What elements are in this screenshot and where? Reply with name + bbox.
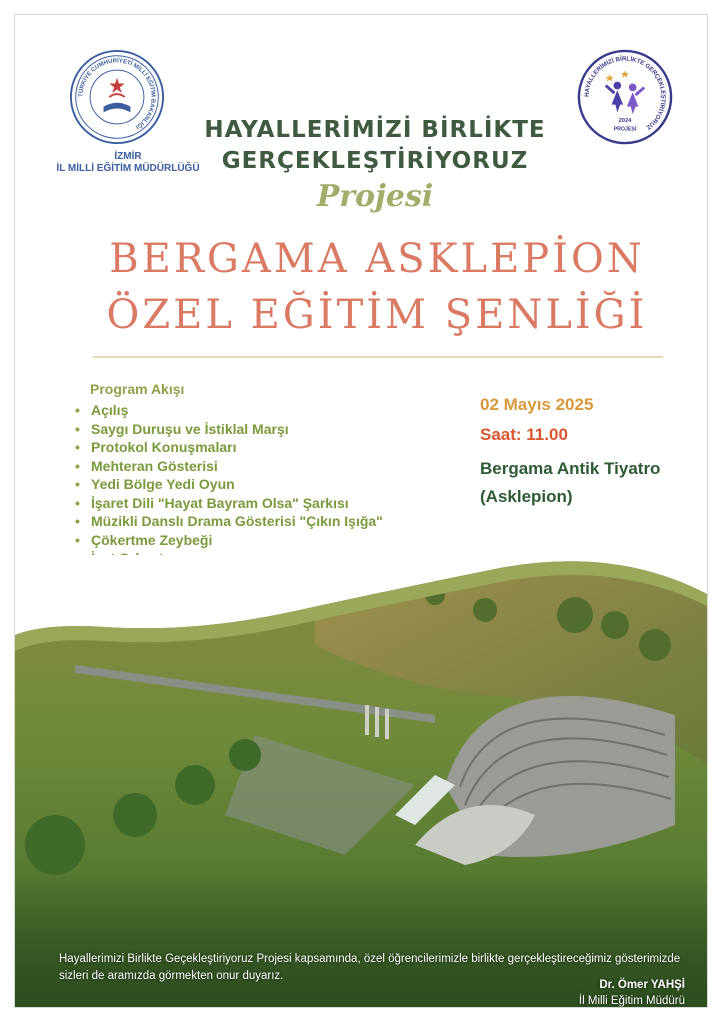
project-title-line2: GERÇEKLEŞTİRİYORUZ — [221, 148, 529, 174]
divider — [93, 356, 663, 358]
event-venue — [480, 455, 660, 511]
program-item: • Çökertme Zeybeği — [73, 531, 383, 550]
program-item: • Yedi Bölge Yedi Oyun — [73, 475, 383, 494]
caption-directorate: İL MİLLİ EĞİTİM MÜDÜRLÜĞÜ — [56, 163, 200, 174]
project-title-line1: HAYALLERİMİZİ BİRLİKTE — [204, 117, 546, 143]
svg-text:HAYALLERİMİZİ BİRLİKTE GERÇEKL: HAYALLERİMİZİ BİRLİKTE GERÇEKLEŞTİRİYORUZ — [583, 55, 667, 131]
program-item: • İşaret Dili "Hayat Bayram Olsa" Şarkısı — [73, 494, 383, 513]
program-title: Program Akışı — [90, 381, 185, 397]
project-emblem-logo — [577, 49, 673, 145]
caption-city: İZMİR — [114, 151, 142, 162]
signer-role: İl Milli Eğitim Müdürü — [578, 995, 685, 1007]
venue-name: Bergama Antik Tiyatro — [480, 459, 661, 478]
program-item: • Müzikli Danslı Drama Gösterisi "Çıkın Işığa" — [73, 512, 383, 531]
event-headline-line1: BERGAMA ASKLEPİON — [109, 236, 645, 282]
project-title — [165, 115, 585, 177]
svg-text:TÜRKİYE CUMHURİYETİ MİLLİ EĞİT: TÜRKİYE CUMHURİYETİ MİLLİ EĞİTİM BAKANLIĞI — [78, 58, 156, 130]
signer-name: Dr. Ömer YAHŞİ — [599, 979, 685, 991]
venue-sub: (Asklepion) — [480, 487, 573, 506]
program-item: • Saygı Duruşu ve İstiklal Marşı — [73, 420, 383, 439]
projesi-script: Projesi — [316, 179, 434, 214]
event-date: 02 Mayıs 2025 — [480, 395, 594, 414]
program-item: • Mehteran Gösterisi — [73, 457, 383, 476]
invitation-text: Hayallerimizi Birlikte Geçekleştiriyoruz Projesi kapsamında, özel öğrencilerimizle birlikte gerçekleştireceğimiz gösterimizde sizleri de aramızda görmekten onur duyarız. — [59, 953, 681, 982]
poster — [14, 14, 708, 1008]
program-item: • Protokol Konuşmaları — [73, 438, 383, 457]
program-item: • Açılış — [73, 401, 383, 420]
event-time: Saat: 11.00 — [480, 425, 568, 444]
svg-text:PROJESİ: PROJESİ — [613, 126, 637, 133]
event-headline — [55, 231, 699, 343]
svg-text:2024: 2024 — [618, 117, 632, 124]
event-headline-line2: ÖZEL EĞİTİM ŞENLİĞİ — [106, 292, 648, 338]
meb-seal-logo — [69, 49, 165, 145]
asklepion-theatre-photo — [15, 555, 708, 1008]
